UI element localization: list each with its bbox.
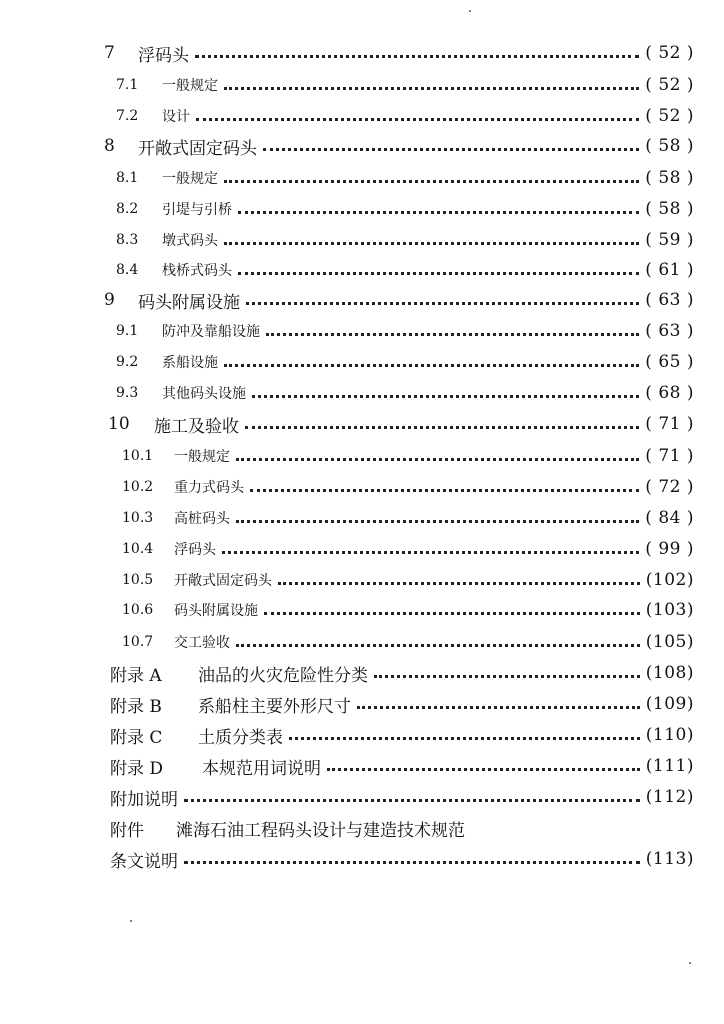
toc-entry-number: 10.1 [122,448,154,464]
toc-entry[interactable] [110,816,694,840]
dot-leader [263,148,639,151]
dot-leader [224,87,639,90]
scan-speck [469,10,471,12]
toc-entry-page: ( 52 ) [645,106,694,126]
dot-leader [357,706,640,709]
toc-entry-page: ( 61 ) [645,260,694,280]
toc-entry-title: 开敞式固定码头 [174,573,272,589]
toc-entry-title: 附加说明 [110,789,178,810]
toc-entry[interactable] [116,228,694,252]
toc-entry-title: 交工验收 [174,635,230,651]
toc-entry-title: 一般规定 [174,449,230,465]
toc-entry-number: 附录 C [110,727,163,748]
toc-entry-title: 一般规定 [162,171,218,187]
toc-entry-number: 10 [108,414,130,434]
toc-entry[interactable] [116,258,694,282]
toc-entry-number: 10.7 [122,634,154,650]
dot-leader [238,211,639,214]
toc-entry-title: 土质分类表 [198,727,283,748]
toc-entry[interactable] [110,723,694,747]
dot-leader [224,242,639,245]
toc-entry[interactable] [116,73,694,97]
toc-entry[interactable] [110,847,694,871]
toc-entry-page: (108) [645,663,694,683]
dot-leader [236,644,640,647]
toc-entry-page: ( 52 ) [645,75,694,95]
toc-entry-page: ( 68 ) [645,383,694,403]
toc-entry-number: 10.6 [122,602,154,618]
toc-entry-number: 附录 A [110,665,162,686]
toc-entry-number: 7 [104,43,115,63]
toc-entry-page: (113) [645,849,694,869]
toc-entry[interactable] [104,41,694,65]
dot-leader [224,364,639,367]
toc-entry-page: (112) [645,787,694,807]
toc-entry-page: (111) [645,756,694,776]
toc-entry-title: 施工及验收 [154,416,239,437]
toc-entry-title: 其他码头设施 [162,386,246,402]
toc-entry-page: ( 99 ) [645,539,694,559]
toc-entry-page: ( 84 ) [645,508,694,528]
toc-entry[interactable] [110,754,694,778]
toc-entry[interactable] [104,288,694,312]
toc-entry-number: 7.1 [116,77,139,93]
dot-leader [266,333,639,336]
dot-leader [184,861,640,864]
dot-leader [195,55,639,58]
toc-entry-page: (109) [645,694,694,714]
toc-entry-page: ( 65 ) [645,352,694,372]
toc-entry-title: 浮码头 [138,45,189,66]
scan-speck [689,962,691,964]
toc-entry-title: 栈桥式码头 [162,263,232,279]
toc-entry-title: 码头附属设施 [174,603,258,619]
toc-entry-title: 防冲及靠船设施 [162,324,260,340]
dot-leader [374,675,640,678]
toc-entry-page: ( 71 ) [645,414,694,434]
dot-leader [238,272,639,275]
toc-entry-page: (110) [645,725,694,745]
scan-speck [130,920,132,922]
dot-leader [252,395,639,398]
dot-leader [250,489,639,492]
toc-entry-page: ( 52 ) [645,43,694,63]
toc-entry-number: 8.1 [116,170,139,186]
toc-entry-page: (103) [645,600,694,620]
toc-entry[interactable] [116,319,694,343]
toc-entry-title: 系船柱主要外形尺寸 [198,696,351,717]
toc-entry-number: 7.2 [116,108,139,124]
dot-leader [236,458,639,461]
toc-entry-title: 本规范用词说明 [202,758,321,779]
toc-entry-number: 9.3 [116,385,139,401]
toc-entry[interactable] [122,537,694,561]
toc-entry-page: ( 63 ) [645,321,694,341]
toc-entry-number: 附录 D [110,758,164,779]
toc-entry-number: 附录 B [110,696,162,717]
toc-entry-number: 10.2 [122,479,154,495]
toc-entry-title: 设计 [162,109,190,125]
toc-entry-page: (105) [645,632,694,652]
toc-entry[interactable] [116,104,694,128]
dot-leader [264,612,640,615]
toc-entry-title: 条文说明 [110,851,178,872]
dot-leader [327,768,640,771]
toc-entry[interactable] [110,661,694,685]
dot-leader [222,551,639,554]
toc-entry-page: (102) [645,570,694,590]
toc-entry-title: 开敞式固定码头 [138,138,257,159]
toc-entry-page: ( 63 ) [645,290,694,310]
toc-entry-title: 系船设施 [162,355,218,371]
toc-entry-page: ( 58 ) [645,136,694,156]
toc-entry-number: 8 [104,136,115,156]
toc-entry-title: 重力式码头 [174,480,244,496]
toc-entry-title: 浮码头 [174,542,216,558]
dot-leader [196,118,639,121]
toc-entry-title: 一般规定 [162,78,218,94]
toc-entry-number: 10.3 [122,510,154,526]
toc-entry-page: ( 58 ) [645,199,694,219]
toc-entry-number: 9 [104,290,115,310]
toc-entry[interactable] [122,598,694,622]
toc-entry-title: 高桩码头 [174,511,230,527]
dot-leader [184,799,640,802]
toc-entry-title: 油品的火灾危险性分类 [198,665,368,686]
toc-entry[interactable] [122,506,694,530]
toc-entry[interactable] [110,692,694,716]
dot-leader [278,582,640,585]
toc-entry-page: ( 72 ) [645,477,694,497]
toc-entry-number: 10.5 [122,572,154,588]
toc-entry-title: 滩海石油工程码头设计与建造技术规范 [176,820,465,841]
toc-entry[interactable] [116,350,694,374]
dot-leader [245,426,639,429]
dot-leader [246,302,639,305]
dot-leader [236,520,639,523]
toc-entry-page: ( 59 ) [645,230,694,250]
toc-entry-number: 8.3 [116,232,139,248]
toc-entry-number: 附件 [110,820,144,841]
toc-entry-page: ( 58 ) [645,168,694,188]
toc-entry[interactable] [122,630,694,654]
toc-entry[interactable] [108,412,694,436]
toc-entry-number: 10.4 [122,541,154,557]
toc-entry-title: 墩式码头 [162,233,218,249]
toc-entry-title: 引堤与引桥 [162,202,232,218]
toc-entry[interactable] [122,475,694,499]
toc-entry[interactable] [104,134,694,158]
dot-leader [224,180,639,183]
toc-entry[interactable] [116,381,694,405]
toc-entry-number: 9.1 [116,323,139,339]
toc-entry[interactable] [116,197,694,221]
toc-entry-number: 8.4 [116,262,139,278]
toc-entry[interactable] [122,444,694,468]
toc-entry-number: 9.2 [116,354,139,370]
toc-entry-page: ( 71 ) [645,446,694,466]
toc-entry-number: 8.2 [116,201,139,217]
toc-entry[interactable] [116,166,694,190]
dot-leader [289,737,640,740]
toc-entry-title: 码头附属设施 [138,292,240,313]
toc-entry[interactable] [122,568,694,592]
toc-entry[interactable] [110,785,694,809]
